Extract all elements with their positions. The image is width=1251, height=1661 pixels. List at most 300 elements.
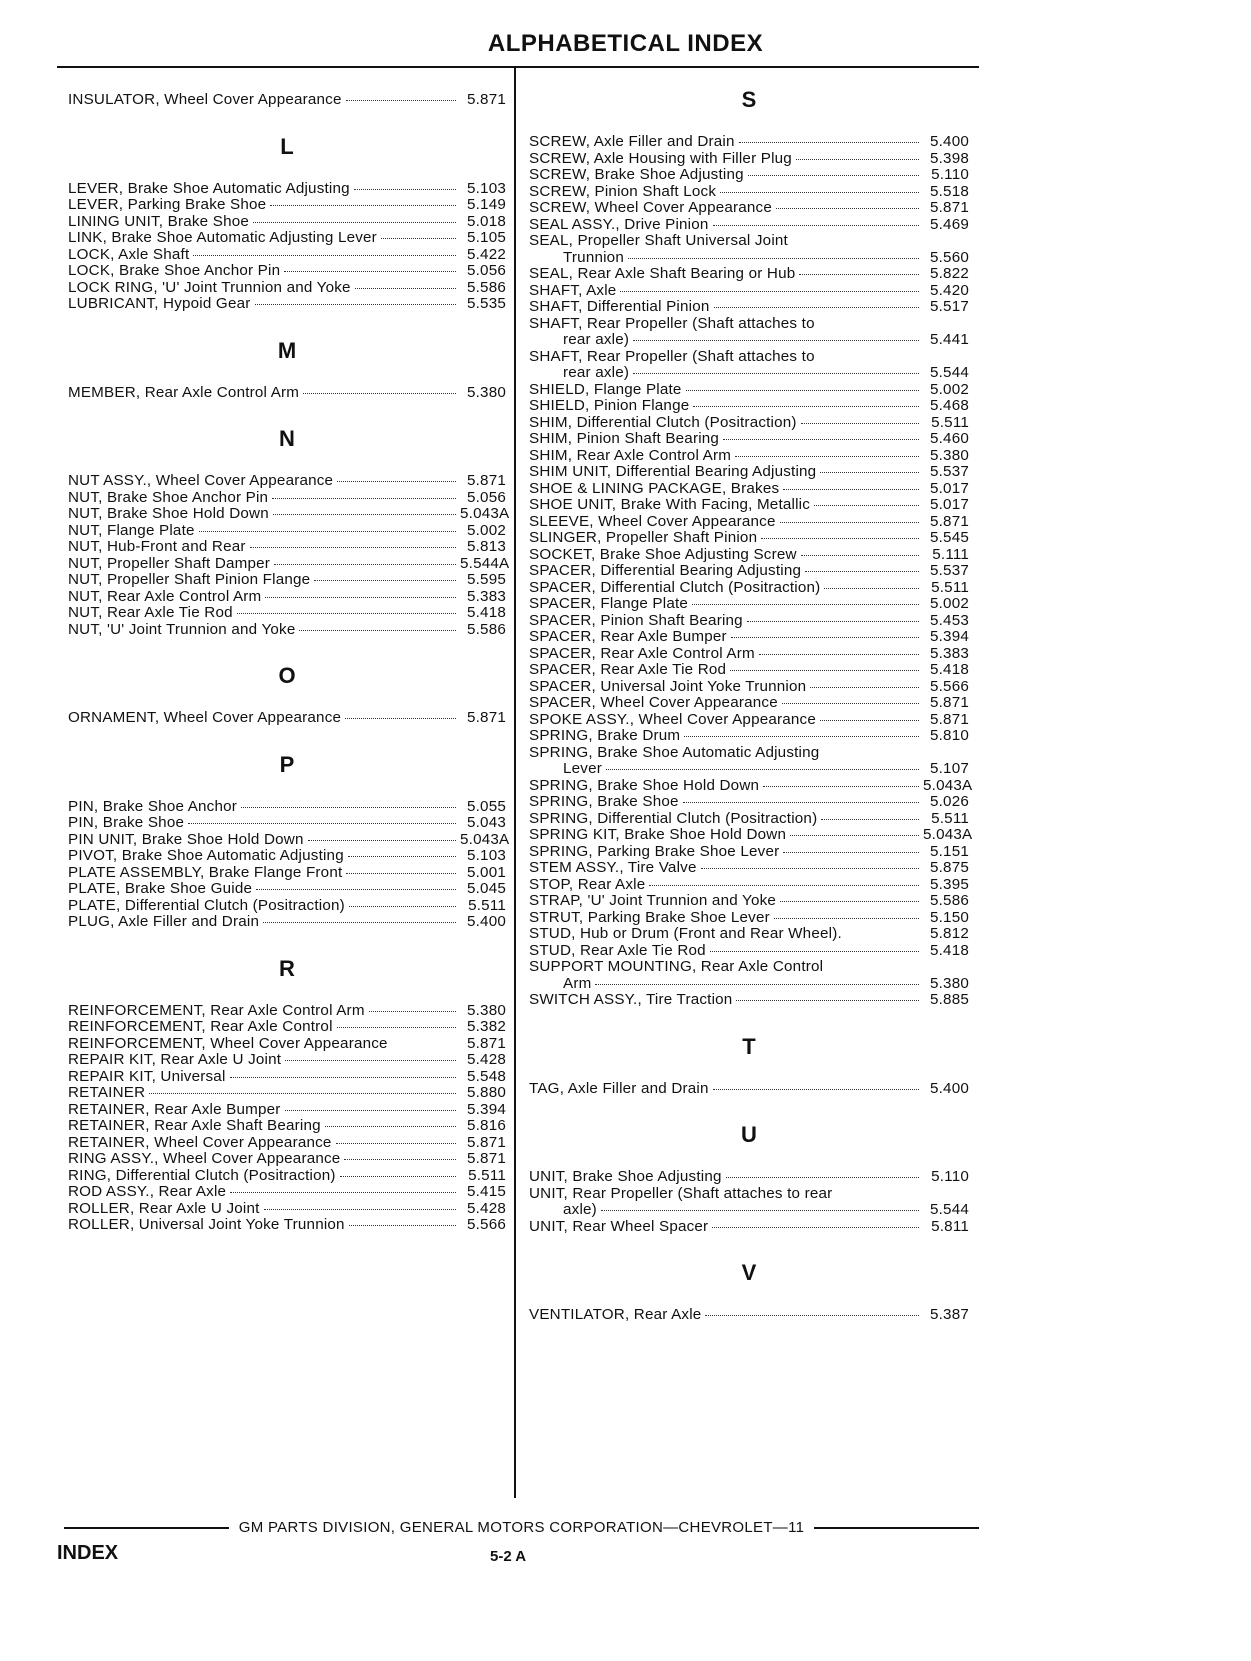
entry-text: SHIM UNIT, Differential Bearing Adjusting [529,463,817,480]
index-entry [529,761,969,778]
index-entry [68,92,506,109]
entry-text: SLINGER, Propeller Shaft Pinion [529,529,758,546]
entry-page-number: 5.380 [929,974,969,992]
entry-text: LUBRICANT, Hypoid Gear [68,295,251,312]
entry-page-number: 5.871 [929,694,969,711]
index-entry [529,250,969,267]
dot-leader [381,238,456,239]
entry-text: RING ASSY., Wheel Cover Appearance [68,1150,341,1167]
entry-page-number: 5.002 [466,521,506,539]
dot-leader [705,1315,919,1316]
entry-text: REPAIR KIT, Rear Axle U Joint [68,1051,282,1068]
entry-page-number: 5.418 [929,941,969,959]
footer-text: GM PARTS DIVISION, GENERAL MOTORS CORPORATION—CHEVROLET—11 [238,1519,805,1536]
entry-text: TAG, Axle Filler and Drain [529,1079,709,1097]
entry-page-number: 5.453 [929,611,969,629]
dot-leader [820,720,919,721]
entry-text: PIN UNIT, Brake Shoe Hold Down [68,830,304,848]
entry-text: LINING UNIT, Brake Shoe [68,212,250,230]
entry-page-number: 5.813 [466,538,506,555]
dot-leader [628,258,919,259]
entry-page-number: 5.511 [468,1166,506,1184]
index-entry [529,563,969,580]
entry-text: SHIM, Pinion Shaft Bearing [529,430,720,447]
entry-text: NUT, Propeller Shaft Damper [68,554,271,572]
entry-page-number: 5.400 [466,913,506,930]
entry-page-number: 5.001 [466,863,506,881]
index-entry [529,860,969,877]
entry-text: SPRING KIT, Brake Shoe Hold Down [529,826,787,843]
entry-text: STRUT, Parking Brake Shoe Lever [529,908,770,926]
dot-leader [303,393,456,394]
dot-leader [714,307,920,308]
entry-page-number: 5.537 [929,463,969,480]
index-entry [68,385,506,402]
index-entry [529,1202,969,1219]
index-entry [68,914,506,931]
index-entry [68,490,506,507]
index-entry [68,710,506,727]
index-entry [529,844,969,861]
index-entry [529,266,969,283]
dot-leader [199,531,456,532]
entry-text: LINK, Brake Shoe Automatic Adjusting Lever [68,229,377,246]
index-entry [529,910,969,927]
dot-leader [272,498,456,499]
index-entry [68,848,506,865]
dot-leader [274,564,456,565]
entry-text: PIVOT, Brake Shoe Automatic Adjusting [68,847,344,864]
index-entry [68,1201,506,1218]
index-entry [68,181,506,198]
entry-page-number: 5.107 [929,760,969,777]
index-entry [529,776,973,795]
dot-leader [354,189,456,190]
dot-leader [230,1077,456,1078]
dot-leader [730,670,919,671]
entry-text: Trunnion [563,248,624,266]
index-entry [529,1169,969,1186]
entry-page-number: 5.043A [460,830,510,848]
index-entry [68,230,506,247]
dot-leader [337,1027,456,1028]
footer-rule-right [814,1527,979,1529]
index-entry [529,398,969,415]
section-letter: N [279,426,295,451]
entry-page-number: 5.387 [929,1306,969,1323]
entry-page-number: 5.871 [466,1034,506,1052]
entry-text: ROLLER, Rear Axle U Joint [68,1199,260,1217]
entry-page-number: 5.586 [929,892,969,909]
entry-text: SHIM, Differential Clutch (Positraction) [529,413,797,431]
dot-leader [735,456,919,457]
dot-leader [723,439,919,440]
entry-page-number: 5.871 [466,472,506,489]
entry-text: RETAINER, Wheel Cover Appearance [68,1133,332,1151]
entry-text: SHOE UNIT, Brake With Facing, Metallic [529,496,811,513]
entry-text: LOCK RING, 'U' Joint Trunnion and Yoke [68,278,351,296]
dot-leader [783,489,919,490]
entry-text: STEM ASSY., Tire Valve [529,859,697,876]
entry-page-number: 5.548 [466,1067,506,1085]
entry-text: UNIT, Rear Wheel Spacer [529,1217,709,1235]
index-section [529,84,973,1009]
entry-text: SUPPORT MOUNTING, Rear Axle Control [529,958,824,975]
index-entry [529,1219,969,1236]
entry-text: SPRING, Differential Clutch (Positraction) [529,809,818,827]
index-entry [68,539,506,556]
entry-page-number: 5.400 [929,133,969,150]
index-entry [529,365,969,382]
index-entry [529,580,969,597]
entry-text: SPACER, Wheel Cover Appearance [529,694,778,711]
entry-page-number: 5.043 [466,814,506,831]
entry-text: SPACER, Rear Axle Tie Rod [529,661,727,678]
dot-leader [693,406,919,407]
entry-page-number: 5.056 [466,262,506,279]
index-entry [529,514,969,531]
index-entry [529,1186,969,1203]
entry-page-number: 5.045 [466,880,506,897]
index-entry [529,629,969,646]
index-entry [529,745,969,762]
entry-page-number: 5.544A [460,554,510,572]
index-section [529,1031,969,1098]
dot-leader [633,373,919,374]
entry-text: SPACER, Universal Joint Yoke Trunnion [529,677,807,695]
entry-text: MEMBER, Rear Axle Control Arm [68,383,300,401]
index-entry [68,589,506,606]
index-entry [529,497,969,514]
entry-text: SPOKE ASSY., Wheel Cover Appearance [529,710,817,728]
entry-page-number: 5.002 [929,380,969,398]
entry-page-number: 5.544 [929,1201,969,1218]
dot-leader [686,390,919,391]
entry-text: PIN, Brake Shoe Anchor [68,797,238,815]
index-entry [529,877,969,894]
dot-leader [796,159,919,160]
dot-leader [346,873,456,874]
index-entry [529,448,969,465]
dot-leader [783,852,919,853]
dot-leader [726,1177,919,1178]
entry-page-number: 5.428 [466,1051,506,1068]
index-entry [68,572,506,589]
entry-page-number: 5.816 [466,1117,506,1134]
entry-text: SHIM, Rear Axle Control Arm [529,446,732,464]
index-entry [68,296,506,313]
dot-leader [595,984,919,985]
entry-text: SPACER, Rear Axle Bumper [529,628,727,645]
entry-text: axle) [563,1201,597,1218]
entry-page-number: 5.111 [932,545,969,563]
dot-leader [355,288,456,289]
index-entry [529,217,969,234]
dot-leader [336,1143,456,1144]
entry-text: SCREW, Axle Filler and Drain [529,133,735,150]
dot-leader [712,1227,919,1228]
index-entry [68,1069,506,1086]
dot-leader [340,1176,456,1177]
dot-leader [776,208,919,209]
section-letter: M [277,337,297,363]
index-entry [68,505,510,523]
index-entry [529,695,969,712]
dot-leader [284,271,456,272]
entry-page-number: 5.441 [929,331,969,348]
entry-page-number: 5.055 [466,797,506,815]
entry-page-number: 5.103 [466,847,506,864]
entry-text: SCREW, Brake Shoe Adjusting [529,166,744,183]
dot-leader [250,547,456,548]
entry-page-number: 5.380 [929,446,969,464]
dot-leader [346,100,456,101]
entry-text: ROD ASSY., Rear Axle [68,1183,227,1200]
index-entry [529,464,969,481]
entry-page-number: 5.017 [929,496,969,513]
entry-text: NUT, 'U' Joint Trunnion and Yoke [68,620,296,638]
index-entry [529,959,969,976]
entry-page-number: 5.586 [466,278,506,296]
index-entry [68,1003,506,1020]
dot-leader [253,222,456,223]
footer-rule-left [64,1527,229,1529]
dot-leader [193,255,456,256]
entry-text: SEAL ASSY., Drive Pinion [529,215,709,233]
entry-page-number: 5.420 [929,281,969,299]
index-entry [529,481,969,498]
index-entry [68,799,506,816]
dot-leader [264,1209,456,1210]
index-entry [529,547,969,564]
dot-leader [265,597,456,598]
entry-page-number: 5.545 [929,529,969,546]
index-entry [68,554,510,573]
index-entry [68,1184,506,1201]
entry-page-number: 5.586 [466,620,506,638]
entry-text: SPRING, Brake Shoe Hold Down [529,776,760,794]
index-section [68,131,506,313]
entry-page-number: 5.428 [466,1199,506,1217]
index-entry [529,134,969,151]
index-entry [529,943,969,960]
entry-page-number: 5.394 [929,628,969,645]
entry-text: ROLLER, Universal Joint Yoke Trunnion [68,1216,345,1233]
entry-text: SCREW, Pinion Shaft Lock [529,182,717,200]
dot-leader [801,423,919,424]
index-entry [529,926,969,943]
index-entry [68,263,506,280]
dot-leader [731,637,919,638]
dot-leader [237,613,456,614]
entry-text: SHIELD, Pinion Flange [529,397,690,414]
index-entry [68,881,506,898]
entry-page-number: 5.871 [929,512,969,530]
index-entry [529,893,969,910]
dot-leader [701,868,919,869]
index-entry [68,605,506,622]
entry-text: REINFORCEMENT, Rear Axle Control [68,1018,333,1035]
index-entry [529,316,969,333]
index-label: INDEX [57,1542,119,1564]
index-entry [529,431,969,448]
entry-text: PLATE ASSEMBLY, Brake Flange Front [68,863,343,881]
column-divider [514,68,516,1498]
entry-text: NUT ASSY., Wheel Cover Appearance [68,472,334,489]
dot-leader [649,885,919,886]
dot-leader [801,555,919,556]
entry-text: RETAINER, Rear Axle Shaft Bearing [68,1117,321,1134]
dot-leader [763,786,919,787]
entry-page-number: 5.150 [929,908,969,926]
index-entry [529,1081,969,1098]
dot-leader [273,514,456,515]
entry-text: LEVER, Brake Shoe Automatic Adjusting [68,179,350,197]
entry-text: SPACER, Rear Axle Control Arm [529,644,755,662]
index-entry [529,151,969,168]
entry-text: SPACER, Pinion Shaft Bearing [529,611,743,629]
entry-page-number: 5.880 [466,1084,506,1101]
index-entry [529,794,969,811]
entry-page-number: 5.822 [929,265,969,282]
entry-page-number: 5.560 [929,248,969,266]
entry-text: SHOE & LINING PACKAGE, Brakes [529,479,780,497]
dot-leader [759,654,919,655]
entry-page-number: 5.380 [466,383,506,401]
entry-page-number: 5.400 [929,1079,969,1097]
dot-leader [683,802,919,803]
index-entry [529,233,969,250]
index-entry [68,1019,506,1036]
entry-text: ORNAMENT, Wheel Cover Appearance [68,709,342,726]
section-letter: V [741,1260,757,1285]
entry-text: SHAFT, Rear Propeller (Shaft attaches to [529,347,815,365]
entry-page-number: 5.871 [466,91,506,108]
dot-leader [606,769,919,770]
entry-page-number: 5.469 [929,215,969,233]
entry-page-number: 5.810 [929,727,969,744]
dot-leader [255,304,457,305]
dot-leader [620,291,919,292]
entry-page-number: 5.043A [923,826,973,843]
index-section [68,335,506,402]
index-entry [529,167,969,184]
entry-page-number: 5.871 [466,1150,506,1167]
entry-text: RING, Differential Clutch (Positraction) [68,1166,336,1184]
entry-page-number: 5.043A [923,776,973,794]
entry-text: SPACER, Differential Clutch (Positraction) [529,578,821,596]
entry-page-number: 5.871 [929,199,969,216]
dot-leader [820,472,919,473]
entry-page-number: 5.002 [929,595,969,612]
dot-leader [782,703,919,704]
entry-text: REINFORCEMENT, Rear Axle Control Arm [68,1001,365,1019]
right-column [529,84,973,1324]
entry-text: VENTILATOR, Rear Axle [529,1306,702,1323]
index-entry [529,679,969,696]
entry-page-number: 5.812 [929,925,969,942]
entry-text: PIN, Brake Shoe [68,814,185,831]
entry-text: SPRING, Brake Drum [529,727,681,744]
entry-text: SLEEVE, Wheel Cover Appearance [529,512,776,530]
entry-text: UNIT, Brake Shoe Adjusting [529,1168,722,1185]
entry-page-number: 5.875 [929,859,969,876]
dot-leader [713,225,919,226]
entry-page-number: 5.468 [929,397,969,414]
entry-text: NUT, Rear Axle Control Arm [68,587,262,605]
index-section [68,92,506,109]
entry-page-number: 5.103 [466,179,506,197]
entry-text: SPRING, Brake Shoe [529,793,679,810]
entry-text: NUT, Hub-Front and Rear [68,538,246,555]
entry-page-number: 5.415 [466,1183,506,1200]
dot-leader [345,718,456,719]
entry-text: SOCKET, Brake Shoe Adjusting Screw [529,545,797,563]
entry-text: SHIELD, Flange Plate [529,380,682,398]
entry-text: rear axle) [563,331,630,348]
index-entry [529,530,969,547]
index-entry [68,1217,506,1234]
entry-text: STRAP, 'U' Joint Trunnion and Yoke [529,892,777,909]
entry-text: STUD, Rear Axle Tie Rod [529,941,706,959]
dot-leader [188,823,456,824]
entry-text: Arm [563,974,592,992]
entry-text: SCREW, Wheel Cover Appearance [529,199,772,216]
dot-leader [349,1225,456,1226]
entry-page-number: 5.383 [929,644,969,662]
entry-page-number: 5.110 [931,1168,969,1185]
index-entry [529,596,969,613]
index-entry [529,283,969,300]
dot-leader [684,736,919,737]
entry-page-number: 5.043A [460,505,510,522]
index-entry [529,976,969,993]
index-entry [529,613,969,630]
index-entry [68,1168,506,1185]
entry-page-number: 5.535 [466,295,506,312]
dot-leader [337,481,456,482]
section-letter: O [278,663,296,688]
dot-leader [824,588,919,589]
dot-leader [821,819,919,820]
entry-text: RETAINER, Rear Axle Bumper [68,1100,281,1118]
entry-page-number: 5.017 [929,479,969,497]
entry-text: NUT, Brake Shoe Hold Down [68,505,269,522]
entry-page-number: 5.544 [929,364,969,381]
entry-page-number: 5.518 [929,182,969,200]
entry-page-number: 5.422 [466,245,506,263]
entry-page-number: 5.110 [931,166,969,183]
entry-text: SEAL, Propeller Shaft Universal Joint [529,232,788,249]
entry-text: RETAINER [68,1084,146,1101]
dot-leader [149,1093,456,1094]
section-letter: S [741,87,757,112]
index-entry [529,646,969,663]
index-entry [529,415,969,432]
page-title: ALPHABETICAL INDEX [487,30,764,57]
entry-page-number: 5.511 [931,578,969,596]
entry-text: SPACER, Flange Plate [529,595,689,612]
entry-page-number: 5.394 [466,1100,506,1118]
entry-page-number: 5.566 [929,677,969,695]
entry-page-number: 5.395 [929,875,969,893]
entry-text: SWITCH ASSY., Tire Traction [529,991,733,1008]
dot-leader [256,889,456,890]
dot-leader [810,687,919,688]
index-entry [529,992,969,1009]
index-entry [529,728,969,745]
entry-text: STUD, Hub or Drum (Front and Rear Wheel). [529,925,842,942]
